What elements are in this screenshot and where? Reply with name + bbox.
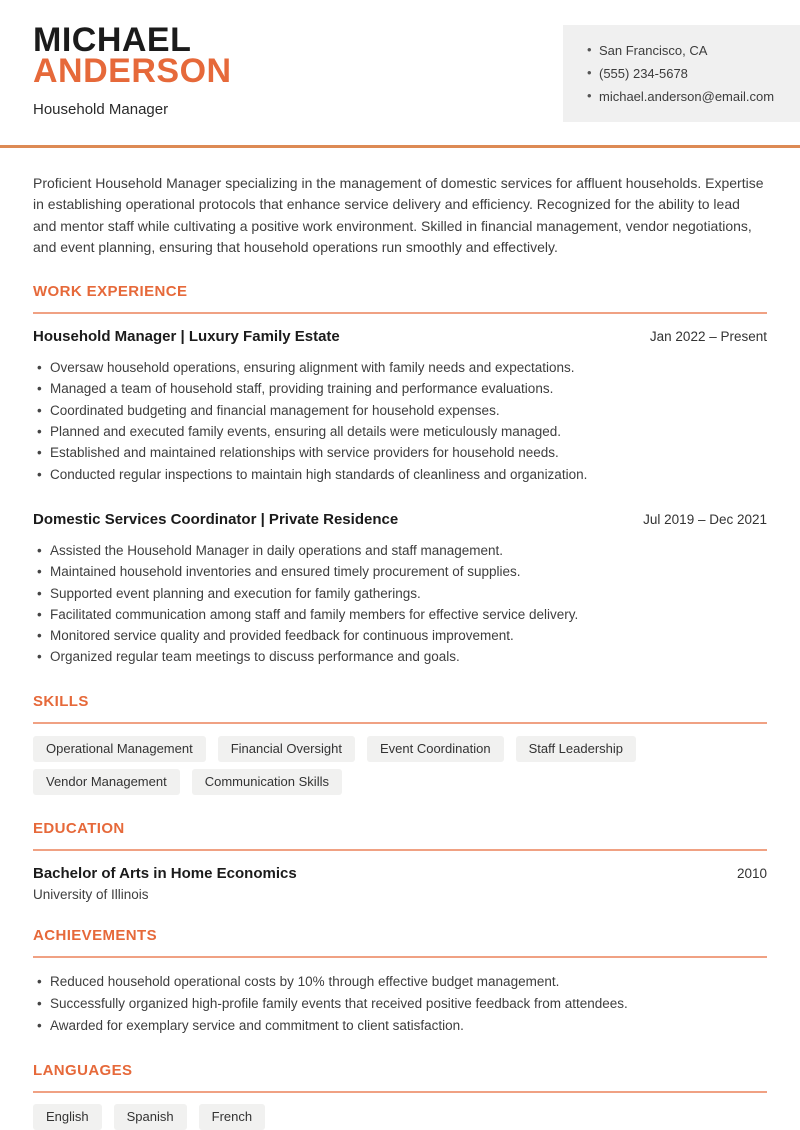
section-heading-languages: LANGUAGES — [33, 1062, 767, 1093]
achievement-bullet: • Successfully organized high-profile family events that received positive feedback from attendees. — [33, 993, 767, 1015]
job-dates: Jan 2022 – Present — [649, 329, 767, 345]
summary-paragraph: Proficient Household Manager specializing in the management of domestic services for affluent households. Expertise in establishing operational protocols that enhance service delivery and efficiency. Recognized for the ability to lead and mentor staff while cultivating a positive work environment. Skilled in financial management, vendor negotiations, and event planning, ensuring that household operations run smoothly and effectively. — [33, 175, 764, 255]
job-bullet-list — [33, 357, 767, 485]
language-tag: English — [33, 1104, 102, 1130]
degree-title: Bachelor of Arts in Home Economics — [33, 864, 297, 882]
skill-tag: Financial Oversight — [218, 736, 355, 762]
job-entry — [33, 511, 767, 668]
job-bullet: • Managed a team of household staff, providing training and performance evaluations. — [33, 378, 767, 399]
section-achievements — [33, 927, 767, 1037]
skill-tag: Communication Skills — [192, 769, 342, 795]
education-year: 2010 — [736, 865, 767, 881]
name-block — [33, 21, 232, 118]
job-header — [33, 511, 767, 528]
job-entry — [33, 328, 767, 485]
language-tag: French — [199, 1104, 265, 1130]
job-bullet: • Oversaw household operations, ensuring alignment with family needs and expectations. — [33, 357, 767, 378]
person-job-title: Household Manager — [33, 101, 169, 118]
last-name: ANDERSON — [33, 52, 232, 90]
job-bullet: • Assisted the Household Manager in daily operations and staff management. — [33, 540, 767, 561]
job-bullet: • Established and maintained relationships with service providers for household needs. — [33, 442, 767, 463]
job-bullet: • Planned and executed family events, ensuring all details were meticulously managed. — [33, 421, 767, 442]
language-tag: Spanish — [114, 1104, 187, 1130]
job-bullet: • Coordinated budgeting and financial management for household expenses. — [33, 400, 767, 421]
job-header — [33, 328, 767, 345]
first-name: MICHAEL — [33, 21, 192, 59]
job-bullet: • Monitored service quality and provided feedback for continuous improvement. — [33, 625, 767, 646]
job-bullet: • Maintained household inventories and ensured timely procurement of supplies. — [33, 561, 767, 582]
languages-tag-list — [33, 1104, 767, 1130]
job-dates: Jul 2019 – Dec 2021 — [643, 511, 767, 527]
skill-tag: Staff Leadership — [516, 736, 636, 762]
job-title: Household Manager | Luxury Family Estate — [33, 328, 340, 346]
section-heading-work-experience: WORK EXPERIENCE — [33, 283, 767, 314]
contact-list — [587, 39, 792, 108]
contact-phone: • (555) 234-5678 — [587, 62, 792, 85]
section-heading-skills: SKILLS — [33, 693, 767, 724]
achievements-list — [33, 971, 767, 1037]
skill-tag: Operational Management — [33, 736, 206, 762]
school-name: University of Illinois — [33, 886, 149, 902]
job-bullet: • Facilitated communication among staff and family members for effective service delivery. — [33, 604, 767, 625]
skill-tag: Vendor Management — [33, 769, 180, 795]
achievement-bullet: • Reduced household operational costs by 10% through effective budget management. — [33, 971, 767, 993]
job-title: Domestic Services Coordinator | Private Residence — [33, 510, 399, 528]
contact-location: • San Francisco, CA — [587, 39, 792, 62]
section-heading-education: EDUCATION — [33, 820, 767, 851]
header-divider — [0, 145, 800, 148]
contact-card — [563, 25, 800, 122]
contact-email: • michael.anderson@email.com — [587, 85, 792, 108]
section-work-experience — [33, 283, 767, 668]
job-bullet: • Supported event planning and execution for family gatherings. — [33, 583, 767, 604]
achievement-bullet: • Awarded for exemplary service and commitment to client satisfaction. — [33, 1015, 767, 1037]
section-skills — [33, 693, 767, 795]
skills-tag-list — [33, 736, 767, 795]
education-entry — [33, 865, 767, 882]
skill-tag: Event Coordination — [367, 736, 504, 762]
job-bullet-list — [33, 540, 767, 668]
job-bullet: • Conducted regular inspections to maintain high standards of cleanliness and organization. — [33, 464, 767, 485]
job-bullet: • Organized regular team meetings to discuss performance and goals. — [33, 646, 767, 667]
section-languages — [33, 1062, 767, 1130]
section-heading-achievements: ACHIEVEMENTS — [33, 927, 767, 958]
section-education — [33, 820, 767, 902]
resume-header — [33, 0, 775, 122]
